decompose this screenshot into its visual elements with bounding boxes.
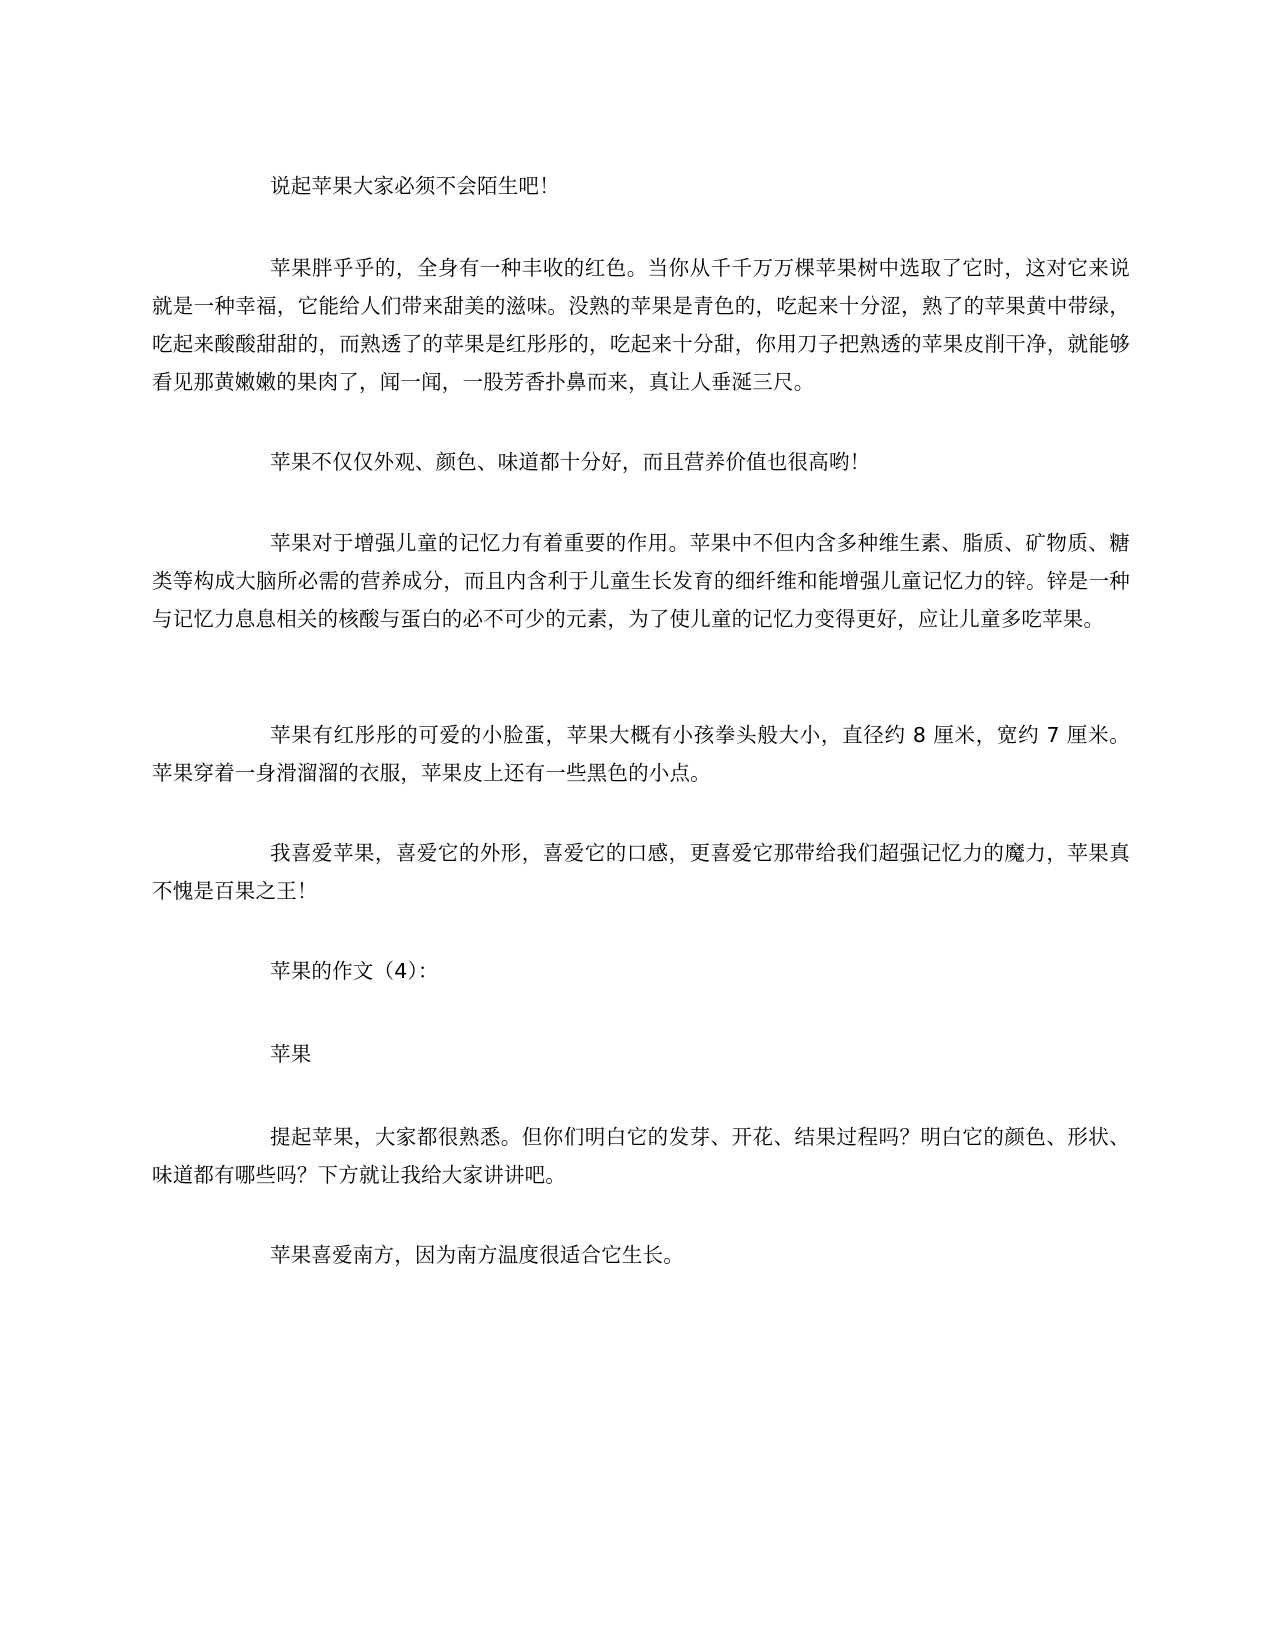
paragraph-appearance: 苹果胖乎乎的，全身有一种丰收的红色。当你从千千万万棵苹果树中选取了它时，这对它来说就是一种幸福，它能给人们带来甜美的滋味。没熟的苹果是青色的，吃起来十分涩，熟了的苹果黄中带绿，吃起来酸酸甜甜的，而熟透了的苹果是红彤彤的，吃起来十分甜，你用刀子把熟透的苹果皮削干净，就能够看见那黄嫩嫩的果肉了，闻一闻，一股芳香扑鼻而来，真让人垂涎三尺。 [152, 256, 1130, 394]
essay-heading: 苹果的作文（4）： [270, 959, 439, 983]
paragraph-love: 我喜爱苹果，喜爱它的外形，喜爱它的口感，更喜爱它那带给我们超强记忆力的魔力，苹果真不愧是百果之王！ [152, 841, 1130, 903]
essay-title: 苹果 [270, 1042, 312, 1066]
paragraph-nutrition-intro: 苹果不仅仅外观、颜色、味道都十分好，而且营养价值也很高哟！ [270, 450, 871, 474]
paragraph-intro: 说起苹果大家必须不会陌生吧！ [270, 174, 560, 198]
paragraph-south: 苹果喜爱南方，因为南方温度很适合它生长。 [270, 1243, 684, 1267]
paragraph-familiar: 提起苹果，大家都很熟悉。但你们明白它的发芽、开花、结果过程吗？明白它的颜色、形状、味道都有哪些吗？下方就让我给大家讲讲吧。 [152, 1125, 1130, 1187]
paragraph-memory: 苹果对于增强儿童的记忆力有着重要的作用。苹果中不但内含多种维生素、脂质、矿物质、糖类等构成大脑所必需的营养成分，而且内含利于儿童生长发育的细纤维和能增强儿童记忆力的锌。锌是一种与记忆力息息相关的核酸与蛋白的必不可少的元素，为了使儿童的记忆力变得更好，应让儿童多吃苹果。 [152, 531, 1130, 631]
paragraph-size: 苹果有红彤彤的可爱的小脸蛋，苹果大概有小孩拳头般大小，直径约 8 厘米，宽约 7 厘米。苹果穿着一身滑溜溜的衣服，苹果皮上还有一些黑色的小点。 [152, 723, 1130, 785]
